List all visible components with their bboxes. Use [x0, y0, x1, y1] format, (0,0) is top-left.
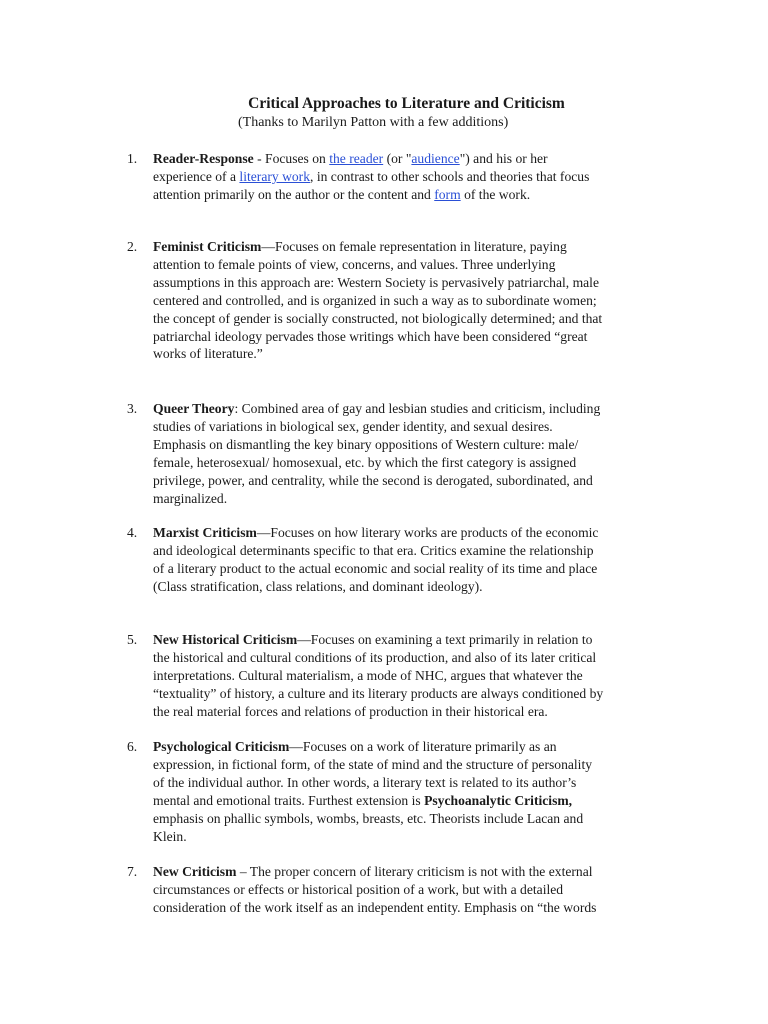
item-body	[153, 150, 653, 204]
item-text: experience of a	[153, 168, 240, 184]
item-text: —Focuses on a work of literature primarily as an	[289, 739, 557, 754]
item-text: studies of variations in biological sex, gender identity, and sexual desires.	[153, 418, 553, 434]
item-number: 1.	[127, 151, 138, 166]
item-text: marginalized.	[153, 490, 228, 506]
item-number: 7.	[127, 864, 138, 879]
item-text: patriarchal ideology pervades those writings which have been considered “great	[153, 328, 588, 344]
item-text: —Focuses on how literary works are products of the economic	[256, 525, 599, 540]
item-body	[153, 738, 653, 845]
item-number: 2.	[127, 239, 138, 254]
item-number: 3.	[127, 401, 138, 416]
item-text: expression, in fictional form, of the state of mind and the structure of personality	[153, 756, 593, 772]
item-text: consideration of the work itself as an independent entity. Emphasis on “the words	[153, 899, 597, 915]
item-subheading: Psychoanalytic Criticism,	[424, 792, 573, 808]
item-text: assumptions in this approach are: Western Society is pervasively patriarchal, male	[153, 274, 599, 290]
item-text: and ideological determinants specific to that era. Critics examine the relationship	[153, 542, 594, 558]
item-text: (Class stratification, class relations, and dominant ideology).	[153, 578, 483, 594]
item-heading: Marxist Criticism	[153, 525, 257, 540]
item-number: 5.	[127, 632, 138, 647]
item-text: mental and emotional traits. Furthest extension is	[153, 792, 425, 808]
item-text: ") and his or her	[459, 151, 548, 166]
page-subtitle: (Thanks to Marilyn Patton with a few additions)	[238, 115, 509, 130]
item-body	[153, 631, 653, 721]
item-text: circumstances or effects or historical position of a work, but with a detailed	[153, 881, 564, 897]
item-text: attention to female points of view, concerns, and values. Three underlying	[153, 256, 556, 272]
item-text: privilege, power, and centrality, while the second is derogated, subordinated, and	[153, 472, 593, 488]
item-text: - Focuses on	[253, 151, 330, 166]
item-text: Klein.	[153, 828, 187, 844]
item-text: the real material forces and relations of production in their historical era.	[153, 703, 548, 719]
item-body	[153, 238, 653, 363]
item-body	[153, 400, 653, 507]
link-literary-work[interactable]: literary work	[239, 168, 311, 184]
item-number: 6.	[127, 739, 138, 754]
item-text: of the work.	[460, 186, 531, 202]
item-text: the concept of gender is socially constructed, not biologically determined; and that	[153, 310, 603, 326]
item-text: Emphasis on dismantling the key binary oppositions of Western culture: male/	[153, 436, 579, 452]
item-heading: New Historical Criticism	[153, 632, 298, 647]
page-title: Critical Approaches to Literature and Criticism	[248, 95, 565, 112]
item-body	[153, 863, 653, 917]
item-text: female, heterosexual/ homosexual, etc. by which the first category is assigned	[153, 454, 577, 470]
item-heading: Queer Theory	[153, 401, 235, 416]
item-text: interpretations. Cultural materialism, a mode of NHC, argues that whatever the	[153, 667, 583, 683]
item-text: attention primarily on the author or the content and	[153, 186, 435, 202]
item-text: centered and controlled, and is organized in such a way as to subordinate women;	[153, 292, 597, 308]
item-number: 4.	[127, 525, 138, 540]
item-text: of a literary product to the actual economic and social reality of its time and place	[153, 560, 598, 576]
item-heading: Psychological Criticism	[153, 739, 290, 754]
item-text: (or "	[383, 151, 412, 166]
item-heading: New Criticism	[153, 864, 237, 879]
item-text: —Focuses on female representation in literature, paying	[261, 239, 567, 254]
item-text: – The proper concern of literary criticism is not with the external	[236, 864, 593, 879]
link-the-reader[interactable]: the reader	[329, 151, 384, 166]
item-heading: Reader-Response	[153, 151, 254, 166]
item-heading: Feminist Criticism	[153, 239, 262, 254]
item-text: emphasis on phallic symbols, wombs, breasts, etc. Theorists include Lacan and	[153, 810, 584, 826]
item-text: : Combined area of gay and lesbian studies and criticism, including	[234, 401, 601, 416]
item-text: , in contrast to other schools and theories that focus	[310, 168, 590, 184]
link-audience[interactable]: audience	[411, 151, 460, 166]
item-text: of the individual author. In other words, a literary text is related to its author’s	[153, 774, 577, 790]
item-text: “textuality” of history, a culture and its literary products are always conditioned by	[153, 685, 604, 701]
item-text: works of literature.”	[153, 346, 263, 362]
item-text: —Focuses on examining a text primarily in relation to	[297, 632, 593, 647]
item-body	[153, 524, 653, 596]
link-form[interactable]: form	[434, 186, 461, 202]
item-text: the historical and cultural conditions of its production, and also of its later critical	[153, 649, 597, 665]
